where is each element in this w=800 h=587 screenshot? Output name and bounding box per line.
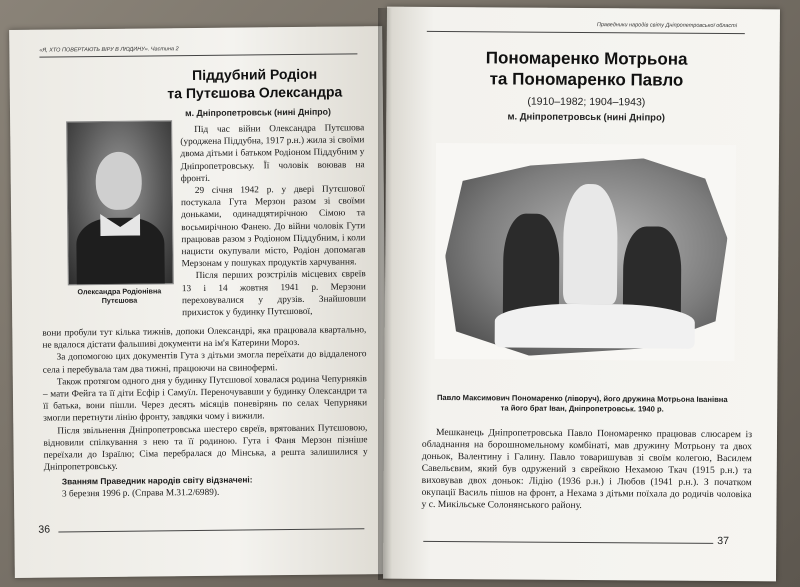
left-title-line1: Піддубний Родіон (192, 65, 318, 84)
left-page-number: 36 (38, 523, 51, 536)
right-years: (1910–1982; 1904–1943) (527, 95, 646, 109)
family-photo-caption-line2: та його брат Іван, Дніпропетровськ. 1940 р. (500, 403, 664, 414)
paragraph: Після перших розстрілів місцевих євреїв 13 і 14 жовтня 1941 р. Мерзони переховувалися у друзів. Знайшовши прихисток у будинку Путєшової, (181, 269, 367, 319)
left-location: м. Дніпропетровськ (нині Дніпро) (185, 106, 331, 119)
right-header-rule (427, 31, 745, 34)
award-label: Званням Праведник народів світу відзначені: (61, 474, 253, 487)
right-footer-rule (423, 541, 713, 544)
right-running-header: Праведники народів світу Дніпропетровської області (596, 22, 737, 30)
paragraph: 29 січня 1942 р. у двері Путєшової постукала Гута Мерзон разом зі своїми доньками, одинадцятирічною Сімою та восьмирічною Фанею. До війни чоловік Гути працював разом з Родіоном Піддубним, і коли нацисти окупували місто, Родіон допомагав Мерзонам у пошуках продуктів харчування. (180, 184, 366, 270)
portrait-caption (52, 286, 187, 305)
right-page-number: 37 (717, 534, 730, 548)
portrait-caption-line1: Олександра Родіонівна (77, 286, 162, 297)
paragraph: За допомогою цих документів Гута з дітьми змогла переїхати до віддаленого села і перебувала там два тижні, працюючи на свинофермі. (42, 349, 367, 376)
book-spine-shadow (378, 8, 392, 580)
right-title (406, 47, 766, 92)
portrait-caption-line2: Путєшова (101, 295, 138, 306)
paragraph: Мешканець Дніпропетровська Павло Пономаренко працював слюсарем із обладнання на борошномельному комбінаті, мав дружину Мотрьону та двох доньок, Валентину і Галину. Павло товаришував зі своїм колегою, Василем Савельєвим, який був одружений з єврейкою Нехамою Ткач (1915 р.н.) та виховував двох доньок: Лідію (1936 р.н.) і Любов (1941 р.н.). З початком окупації Василь пішов на фронт, а Нехама з дітьми поїхала до родичів чоловіка у с. Микільське Солонянського району. (421, 426, 753, 512)
right-title-line1: Пономаренко Мотрьона (485, 48, 688, 69)
family-photo-caption-line1: Павло Максимович Пономаренко (ліворуч), його дружина Мотрьона Іванівна (436, 392, 728, 405)
paragraph: вони пробули тут кілька тижнів, допоки Олександрі, яка працювала квартально, не вдалося дістати фальшиві документи на ім'я Катерини Мороз. (42, 325, 367, 351)
left-running-header: «Я, ХТО ПОВЕРТАЮТЬ ВІРУ В ЛЮДИНУ». Частина 2 (39, 46, 179, 54)
award-value: 3 березня 1996 р. (Справа М.31.2/6989). (61, 487, 220, 500)
right-title-line2: та Пономаренко Павло (489, 69, 684, 90)
family-photo-caption (404, 393, 760, 415)
family-photo (435, 143, 737, 361)
paragraph: Також протягом одного дня у будинку Путєшової ховалася родина Чепурняків – мати Фейга та її діти Есфір і Самуїл. Переночувавши у будинку Олександри та її батька, вони пішли. Через десять місяців поневірянь по селах Чепурняки змогли перетнути лінію фронту, завдяки чому і вижили. (42, 374, 368, 425)
left-footer-rule (58, 528, 364, 532)
left-header-rule (39, 53, 357, 57)
paragraph: Під час війни Олександра Путєшова (уроджена Піддубна, 1917 р.н.) жила зі своїми двома дітьми і батьком Родіоном Піддубним у Дніпропетровську. Її чоловік воював на фронті. (180, 123, 365, 184)
left-page (9, 26, 388, 578)
right-body-text (421, 427, 752, 513)
left-full-text (42, 324, 368, 500)
right-location: м. Дніпропетровськ (нині Дніпро) (507, 111, 666, 124)
right-page (383, 7, 780, 582)
left-side-text (180, 122, 366, 319)
left-title-line2: та Путєшова Олександра (167, 83, 343, 102)
paragraph: Після звільнення Дніпропетровська шестеро євреїв, врятованих Путєшовою, відновили спілкування з нею та її родиною. Гута і Фаня Мерзон пізніше переїхали до Ізраїлю; Сіма перебралася до Мінська, а решта залишилися у Дніпропетровську. (43, 422, 368, 473)
portrait-photo (66, 120, 174, 285)
left-title (150, 64, 360, 102)
